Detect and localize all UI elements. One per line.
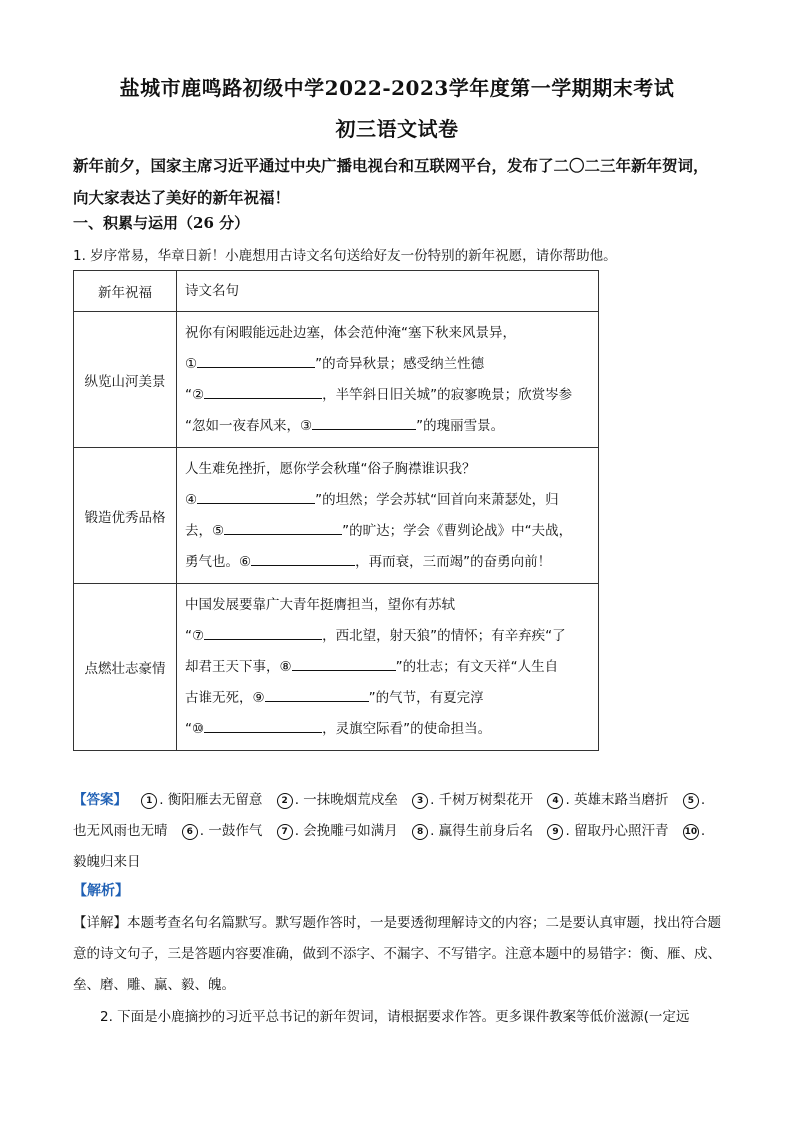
intro-paragraph: 新年前夕，国家主席习近平通过中央广播电视台和互联网平台，发布了二〇二三年新年贺词，向大家表达了美好的新年祝福！ bbox=[73, 156, 709, 207]
circled-number: 2 bbox=[277, 793, 293, 809]
answer-item: 1 . 衡阳雁去无留意 bbox=[131, 792, 262, 808]
question-2-stem: 2. 下面是小鹿摘抄的习近平总书记的新年贺词，请根据要求作答。更多课件教案等低价滋源(一定远 bbox=[100, 1009, 690, 1025]
table-category-cell: 点燃壮志豪情 bbox=[74, 584, 177, 751]
table-category-cell: 纵览山河美景 bbox=[74, 312, 177, 448]
table-row bbox=[74, 584, 599, 751]
fill-blank[interactable] bbox=[204, 623, 322, 640]
fill-blank[interactable] bbox=[197, 487, 315, 504]
section-heading: 一、积累与运用（26 分） bbox=[73, 214, 250, 232]
table-text-cell: 人生难免挫折，愿你学会秋瑾“俗子胸襟谁识我？ ④ ”的坦然；学会苏轼“回首向来萧瑟处，归 去，⑤ ”的旷达；学会《曹刿论战》中“夫战， 勇气也。⑥ ，再而衰，三而竭”的奋勇向前！ bbox=[177, 448, 599, 584]
table-header-cell: 诗文名句 bbox=[177, 271, 599, 312]
table-row bbox=[74, 312, 599, 448]
exam-subtitle: 初三语文试卷 bbox=[335, 117, 459, 141]
fill-blank[interactable] bbox=[251, 549, 355, 566]
fill-blank[interactable] bbox=[312, 413, 416, 430]
answer-item: 3 . 千树万树梨花开 bbox=[402, 792, 533, 808]
answer-item: 6 . 一鼓作气 bbox=[172, 823, 263, 839]
exam-title: 盐城市鹿鸣路初级中学2022-2023学年度第一学期期末考试 bbox=[119, 76, 675, 100]
circled-number: 5 bbox=[683, 793, 699, 809]
answer-item: 4 . 英雄末路当磨折 bbox=[537, 792, 668, 808]
fill-blank[interactable] bbox=[197, 351, 315, 368]
circled-number: 6 bbox=[182, 824, 198, 840]
fill-blank[interactable] bbox=[265, 685, 369, 702]
circled-number: 10 bbox=[683, 824, 699, 840]
circled-number: 7 bbox=[277, 824, 293, 840]
circled-number: 3 bbox=[412, 793, 428, 809]
poem-table bbox=[73, 270, 599, 751]
circled-number: 9 bbox=[547, 824, 563, 840]
answer-block bbox=[73, 785, 721, 878]
answer-item: 8 . 赢得生前身后名 bbox=[402, 823, 533, 839]
table-row bbox=[74, 448, 599, 584]
table-header-row bbox=[74, 271, 599, 312]
answer-item: 9 . 留取丹心照汗青 bbox=[537, 823, 668, 839]
fill-blank[interactable] bbox=[204, 716, 322, 733]
answer-label: 【答案】 bbox=[73, 792, 127, 808]
table-text-cell: 祝你有闲暇能远赴边塞，体会范仲淹“塞下秋来风景异， ① ”的奇异秋景；感受纳兰性德 “② ，半竿斜日旧关城”的寂寥晚景；欣赏岑参 “忽如一夜春风来，③ ”的瑰丽雪景。 bbox=[177, 312, 599, 448]
analysis-detail bbox=[73, 908, 721, 1001]
question-1-stem: 1. 岁序常易，华章日新！小鹿想用古诗文名句送给好友一份特别的新年祝愿，请你帮助他。 bbox=[73, 248, 617, 264]
answer-item: 5 . 也无风雨也无晴 bbox=[73, 792, 706, 839]
table-header-cell: 新年祝福 bbox=[74, 271, 177, 312]
fill-blank[interactable] bbox=[292, 654, 396, 671]
table-category-cell: 锻造优秀品格 bbox=[74, 448, 177, 584]
fill-blank[interactable] bbox=[224, 518, 342, 535]
fill-blank[interactable] bbox=[204, 382, 322, 399]
table-text-cell: 中国发展要靠广大青年挺膺担当，望你有苏轼 “⑦ ，西北望，射天狼”的情怀；有辛弃疾“了 却君王天下事，⑧ ”的壮志；有文天祥“人生自 古谁无死，⑨ ”的气节，有夏完淳 “⑩ ，灵旗空际看”的使命担当。 bbox=[177, 584, 599, 751]
circled-number: 8 bbox=[412, 824, 428, 840]
answer-item: 10 . 毅魄归来日 bbox=[73, 823, 706, 870]
detail-text: 本题考查名句名篇默写。默写题作答时，一是要透彻理解诗文的内容；二是要认真审题，找出符合题意的诗文句子，三是答题内容要准确，做到不添字、不漏字、不写错字。注意本题中的易错字：衡、雁、戍、垒、磨、雕、赢、毅、魄。 bbox=[73, 915, 721, 993]
detail-tag: 【详解】 bbox=[73, 915, 127, 931]
answer-item: 2 . 一抹晚烟荒戍垒 bbox=[267, 792, 398, 808]
circled-number: 1 bbox=[141, 793, 157, 809]
answer-item: 7 . 会挽雕弓如满月 bbox=[267, 823, 398, 839]
analysis-label: 【解析】 bbox=[73, 883, 129, 899]
circled-number: 4 bbox=[547, 793, 563, 809]
